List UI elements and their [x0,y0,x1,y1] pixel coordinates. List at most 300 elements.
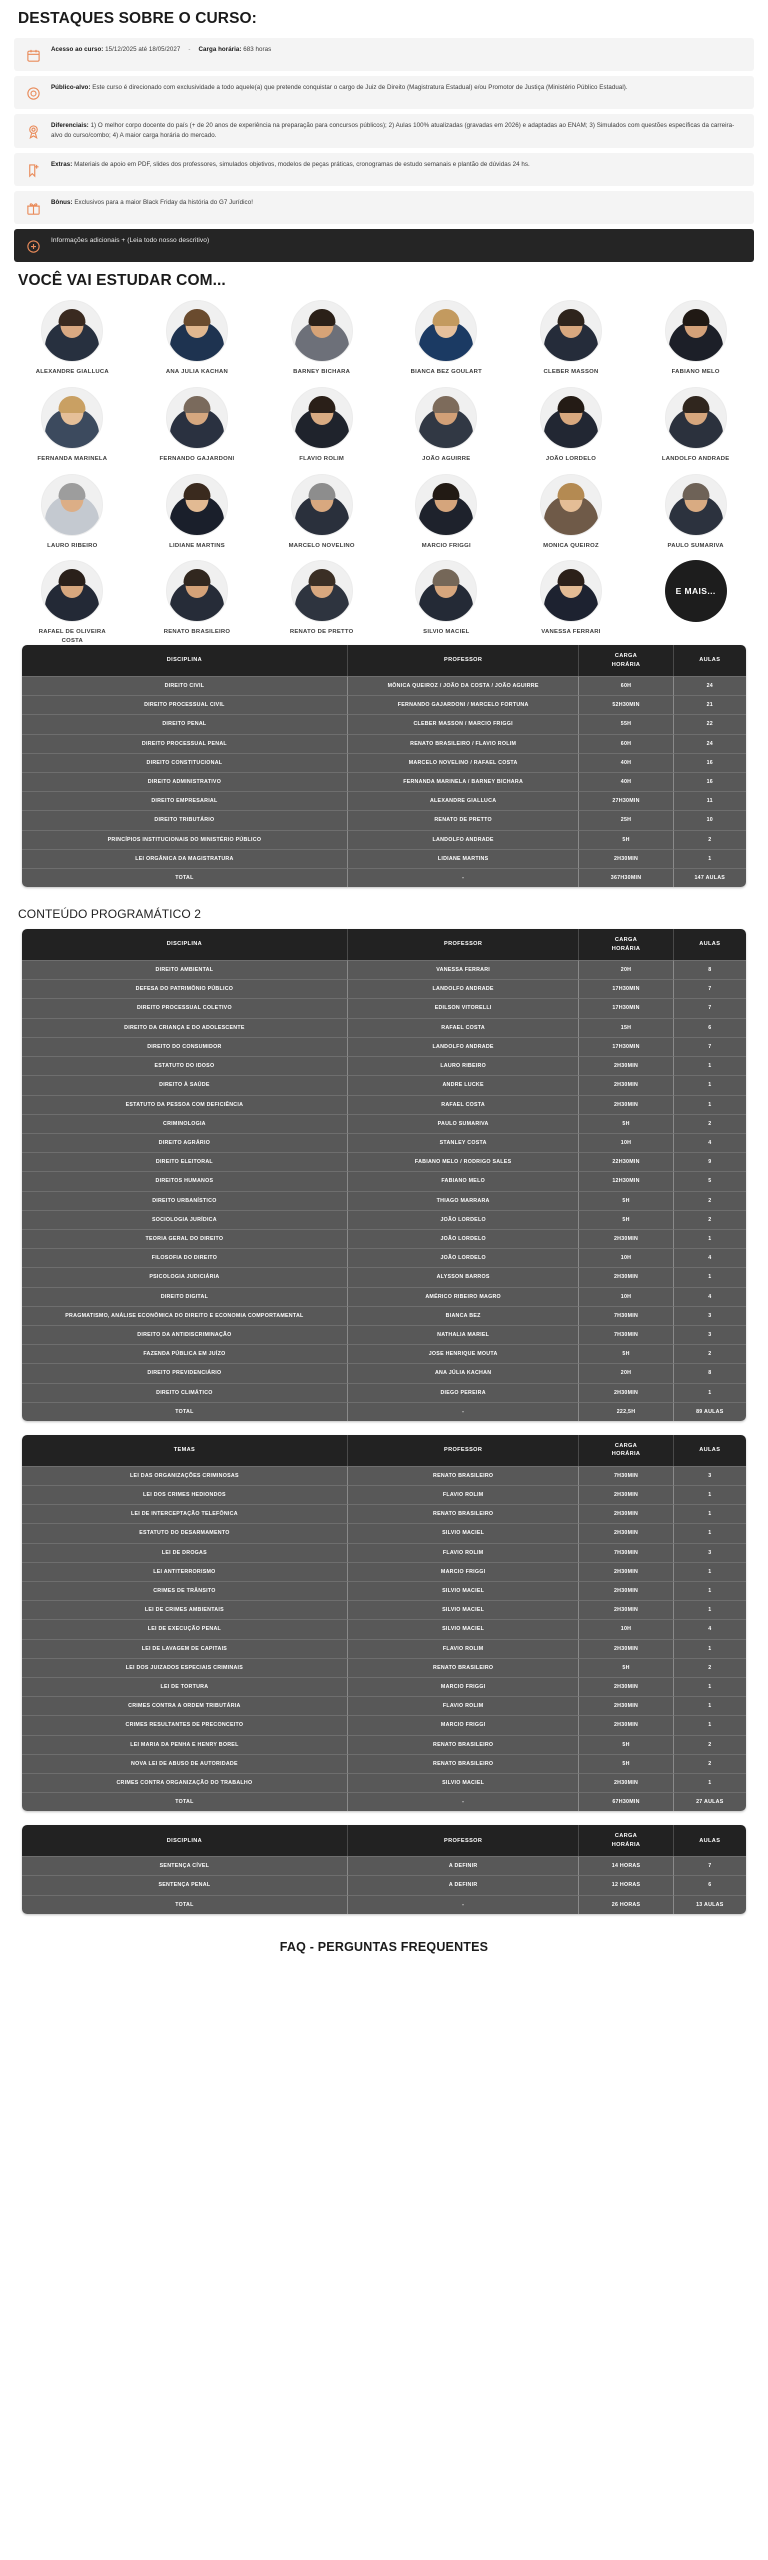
avatar [540,560,602,622]
table-cell: DIREITO AGRÁRIO [22,1133,348,1152]
table-cell: 8 [674,1363,746,1382]
table-row [22,849,746,868]
avatar [665,474,727,536]
table-cell: RAFAEL COSTA [348,1018,580,1037]
table-cell: 1 [674,1056,746,1075]
table-row [22,1056,746,1075]
column-header: CARGA HORÁRIA [579,645,673,676]
table-cell: 1 [674,1267,746,1286]
column-header: PROFESSOR [348,1825,580,1856]
column-header: CARGA HORÁRIA [579,1825,673,1856]
table-cell: 2 [674,1114,746,1133]
avatar [291,560,353,622]
table-cell: 52H30MIN [579,695,673,714]
table-cell: RENATO BRASILEIRO [348,1754,580,1773]
faculty-card [386,300,507,377]
table-total-cell: 367H30MIN [579,868,673,887]
table-cell: 7 [674,998,746,1017]
table-cell: A DEFINIR [348,1856,580,1875]
table-cell: SILVIO MACIEL [348,1773,580,1792]
faculty-card [137,560,258,645]
avatar [166,387,228,449]
table-cell: 11 [674,791,746,810]
faculty-name: FERNANDO GAJARDONI [159,456,235,463]
table-cell: 1 [674,1523,746,1542]
table-cell: DIREITO À SAÚDE [22,1075,348,1094]
highlight-row-target [14,76,754,109]
table-cell: SILVIO MACIEL [348,1523,580,1542]
column-header: AULAS [674,1435,746,1466]
table-cell: DIREITO TRIBUTÁRIO [22,810,348,829]
table-cell: 5H [579,1114,673,1133]
table-total-cell: - [348,1402,580,1421]
table-header-row [22,645,746,676]
table-cell: DIREITOS HUMANOS [22,1171,348,1190]
table-cell: FERNANDO GAJARDONI / MARCELO FORTUNA [348,695,580,714]
faculty-card [137,300,258,377]
avatar [291,474,353,536]
table-cell: CRIMES CONTRA ORGANIZAÇÃO DO TRABALHO [22,1773,348,1792]
bookmark-plus-icon [24,161,42,179]
table-cell: CRIMINOLOGIA [22,1114,348,1133]
table-cell: LEI DE DROGAS [22,1543,348,1562]
table-row [22,1466,746,1485]
faculty-name: FLAVIO ROLIM [299,456,345,463]
table-cell: STANLEY COSTA [348,1133,580,1152]
table-row [22,1715,746,1734]
table-row [22,1306,746,1325]
table-row [22,830,746,849]
faculty-name: RENATO BRASILEIRO [163,629,231,636]
table-cell: 16 [674,772,746,791]
table-cell: 4 [674,1619,746,1638]
table-row [22,1485,746,1504]
table-cell: 2H30MIN [579,1677,673,1696]
table-total-row [22,868,746,887]
table-row [22,1287,746,1306]
table-cell: CLEBER MASSON / MARCIO FRIGGI [348,714,580,733]
table-cell: NATHALIA MARIEL [348,1325,580,1344]
table-cell: DIREITO PREVIDENCIÁRIO [22,1363,348,1382]
table-cell: 7 [674,1037,746,1056]
table-cell: PRINCÍPIOS INSTITUCIONAIS DO MINISTÉRIO PÚBLICO [22,830,348,849]
table-cell: DIREITO CIVIL [22,676,348,695]
table-cell: 10H [579,1619,673,1638]
column-header: DISCIPLINA [22,1825,348,1856]
table-cell: 10H [579,1133,673,1152]
table-cell: FABIANO MELO / RODRIGO SALES [348,1152,580,1171]
table-cell: SILVIO MACIEL [348,1581,580,1600]
table-cell: DIREITO DA CRIANÇA E DO ADOLESCENTE [22,1018,348,1037]
table-cell: 7H30MIN [579,1306,673,1325]
faculty-card [137,474,258,551]
faculty-name: LIDIANE MARTINS [169,542,225,549]
table-cell: 4 [674,1133,746,1152]
table-row [22,772,746,791]
avatar [540,300,602,362]
table-row [22,734,746,753]
table-row [22,753,746,772]
table-cell: 17H30MIN [579,1037,673,1056]
table-cell: 1 [674,1715,746,1734]
table-cell: DIREITO DA ANTIDISCRIMINAÇÃO [22,1325,348,1344]
table-cell: 2 [674,830,746,849]
table-cell: 2 [674,1210,746,1229]
faculty-more-card[interactable] [635,560,756,645]
table-cell: SOCIOLOGIA JURÍDICA [22,1210,348,1229]
faculty-card [261,387,382,464]
column-header: AULAS [674,645,746,676]
table-cell: 2 [674,1191,746,1210]
table-cell: DIREITO PROCESSUAL COLETIVO [22,998,348,1017]
table-cell: LEI DAS ORGANIZAÇÕES CRIMINOSAS [22,1466,348,1485]
table-cell: MARCIO FRIGGI [348,1677,580,1696]
table-cell: FLAVIO ROLIM [348,1485,580,1504]
table-cell: RENATO BRASILEIRO [348,1735,580,1754]
table-cell: DIEGO PEREIRA [348,1383,580,1402]
highlight-row-bookmark-plus [14,153,754,186]
table-cell: FERNANDA MARINELA / BARNEY BICHARA [348,772,580,791]
table-cell: FLAVIO ROLIM [348,1696,580,1715]
table-cell: 1 [674,1581,746,1600]
table-cell: RENATO BRASILEIRO [348,1658,580,1677]
table-cell: DIREITO EMPRESARIAL [22,791,348,810]
table-header-row [22,1825,746,1856]
faculty-name: RENATO DE PRETTO [289,629,354,636]
table-cell: 1 [674,1075,746,1094]
table-cell: 1 [674,1677,746,1696]
table-cell: 27H30MIN [579,791,673,810]
highlight-text: Bônus: Exclusivos para a maior Black Friday da história do G7 Jurídico! [51,199,253,207]
avatar [41,300,103,362]
table-row [22,1754,746,1773]
faculty-name: MONICA QUEIROZ [543,542,599,549]
faculty-name: CLEBER MASSON [543,369,599,376]
table-cell: 3 [674,1543,746,1562]
table-cell: LAURO RIBEIRO [348,1056,580,1075]
table-cell: LEI ORGÂNICA DA MAGISTRATURA [22,849,348,868]
table-cell: 10H [579,1248,673,1267]
target-icon [24,84,42,102]
table-cell: 5H [579,1344,673,1363]
faculty-section-title: VOCÊ VAI ESTUDAR COM... [18,272,226,290]
highlights-list [14,38,754,262]
table-cell: DIREITO AMBIENTAL [22,960,348,979]
table-cell: LEI DE TORTURA [22,1677,348,1696]
table-cell: AMÉRICO RIBEIRO MAGRO [348,1287,580,1306]
table-cell: DIREITO CLIMÁTICO [22,1383,348,1402]
table-cell: JOÃO LORDELO [348,1210,580,1229]
table-row [22,1095,746,1114]
highlight-text: Diferenciais: 1) O melhor corpo docente do país (+ de 20 anos de experiência na preparação para concursos públicos); 2) Aulas 100% atualizadas (gravadas em 2026) e adaptadas ao ENAM; 3) Simulados com questões específicas da carreira-alvo do curso/combo; 4) A maior carga horária do mercado. [51,122,735,140]
table-row [22,1773,746,1792]
table-cell: MARCELO NOVELINO / RAFAEL COSTA [348,753,580,772]
table-row [22,1325,746,1344]
avatar [415,387,477,449]
table-total-row [22,1792,746,1811]
table-cell: FILOSOFIA DO DIREITO [22,1248,348,1267]
table-row [22,979,746,998]
table-cell: 1 [674,1639,746,1658]
highlight-text: Informações adicionais + (Leia todo nosso descritivo) [51,237,210,245]
table-row [22,1639,746,1658]
table-cell: DIREITO URBANÍSTICO [22,1191,348,1210]
table-cell: 55H [579,714,673,733]
table-row [22,676,746,695]
table-cell: LEI DE EXECUÇÃO PENAL [22,1619,348,1638]
table-cell: 20H [579,960,673,979]
avatar [166,560,228,622]
faculty-name: FABIANO MELO [671,369,720,376]
table-row [22,1504,746,1523]
faculty-name: MARCIO FRIGGI [421,542,471,549]
table-cell: DEFESA DO PATRIMÔNIO PÚBLICO [22,979,348,998]
table-cell: 5 [674,1171,746,1190]
table-cell: 4 [674,1248,746,1267]
table-total-cell: 27 AULAS [674,1792,746,1811]
table-total-row [22,1402,746,1421]
table-row [22,810,746,829]
table-cell: THIAGO MARRARA [348,1191,580,1210]
table-row [22,998,746,1017]
table-cell: MÔNICA QUEIROZ / JOÃO DA COSTA / JOÃO AGUIRRE [348,676,580,695]
faculty-name: LAURO RIBEIRO [47,542,98,549]
table-cell: 25H [579,810,673,829]
table-cell: PAULO SUMARIVA [348,1114,580,1133]
table-row [22,1152,746,1171]
faculty-card [261,474,382,551]
faculty-name: JOÃO LORDELO [545,456,597,463]
table-cell: ESTATUTO DA PESSOA COM DEFICIÊNCIA [22,1095,348,1114]
table-cell: 17H30MIN [579,979,673,998]
table-cell: 20H [579,1363,673,1382]
table-cell: 10H [579,1287,673,1306]
plus-circle-icon [24,237,42,255]
faculty-name: RAFAEL DE OLIVEIRA COSTA [38,629,106,644]
table-cell: 21 [674,695,746,714]
faculty-card [511,387,632,464]
table-cell: 24 [674,734,746,753]
table-cell: 1 [674,1383,746,1402]
faculty-card [261,300,382,377]
table-cell: ESTATUTO DO DESARMAMENTO [22,1523,348,1542]
table-row [22,1114,746,1133]
column-header: AULAS [674,929,746,960]
avatar [415,300,477,362]
table-cell: LEI MARIA DA PENHA E HENRY BOREL [22,1735,348,1754]
table-row [22,1171,746,1190]
table-cell: DIREITO DIGITAL [22,1287,348,1306]
table-wrapper [22,645,746,887]
table-cell: LEI DE LAVAGEM DE CAPITAIS [22,1639,348,1658]
table-cell: 2H30MIN [579,1485,673,1504]
table-cell: DIREITO CONSTITUCIONAL [22,753,348,772]
avatar [291,387,353,449]
table-wrapper [22,929,746,1421]
faculty-name: BIANCA BEZ GOULART [410,369,482,376]
curriculum-table [22,1825,746,1913]
table-row [22,1856,746,1875]
table-cell: SENTENÇA PENAL [22,1875,348,1894]
table-cell: SILVIO MACIEL [348,1600,580,1619]
table-cell: 22H30MIN [579,1152,673,1171]
table-cell: LEI DE CRIMES AMBIENTAIS [22,1600,348,1619]
table-cell: 2H30MIN [579,1562,673,1581]
table-cell: 3 [674,1306,746,1325]
table-cell: MARCIO FRIGGI [348,1562,580,1581]
highlight-row-calendar [14,38,754,71]
faculty-name: ALEXANDRE GIALLUCA [35,369,109,376]
table-cell: 7 [674,979,746,998]
avatar [665,387,727,449]
column-header: DISCIPLINA [22,645,348,676]
table-cell: 7H30MIN [579,1325,673,1344]
medal-icon [24,122,42,140]
calendar-icon [24,46,42,64]
table-row [22,1735,746,1754]
table-cell: 3 [674,1466,746,1485]
faculty-card [635,387,756,464]
table-cell: 9 [674,1152,746,1171]
column-header: AULAS [674,1825,746,1856]
table-cell: 1 [674,849,746,868]
table-cell: 2H30MIN [579,1581,673,1600]
table-row [22,960,746,979]
table-row [22,1562,746,1581]
table-cell: 7 [674,1856,746,1875]
faculty-card [261,560,382,645]
table-total-cell: - [348,1792,580,1811]
table-row [22,714,746,733]
table-cell: 2H30MIN [579,1639,673,1658]
faculty-card [12,560,133,645]
table-cell: 2H30MIN [579,1383,673,1402]
table-cell: 5H [579,1754,673,1773]
table-cell: DIREITO PROCESSUAL CIVIL [22,695,348,714]
table-cell: 4 [674,1287,746,1306]
table-cell: 1 [674,1773,746,1792]
table-cell: 2H30MIN [579,1056,673,1075]
table-cell: NOVA LEI DE ABUSO DE AUTORIDADE [22,1754,348,1773]
table-cell: DIREITO DO CONSUMIDOR [22,1037,348,1056]
column-header: PROFESSOR [348,1435,580,1466]
table-total-cell: 67H30MIN [579,1792,673,1811]
table-cell: DIREITO PROCESSUAL PENAL [22,734,348,753]
avatar [415,474,477,536]
table-cell: EDILSON VITORELLI [348,998,580,1017]
highlight-row-medal [14,114,754,148]
table-cell: 7H30MIN [579,1543,673,1562]
table-header-row [22,1435,746,1466]
table-cell: 2H30MIN [579,1523,673,1542]
table-wrapper [22,1435,746,1811]
highlight-row-plus-circle[interactable] [14,229,754,262]
table-total-cell: 13 AULAS [674,1895,746,1914]
table-total-cell: TOTAL [22,1895,348,1914]
table-cell: PRAGMATISMO, ANÁLISE ECONÔMICA DO DIREITO E ECONOMIA COMPORTAMENTAL [22,1306,348,1325]
table-cell: 1 [674,1095,746,1114]
table-row [22,1696,746,1715]
table-cell: RAFAEL COSTA [348,1095,580,1114]
table-total-cell: 26 HORAS [579,1895,673,1914]
table-cell: PSICOLOGIA JUDICIÁRIA [22,1267,348,1286]
avatar [415,560,477,622]
table-cell: RENATO BRASILEIRO / FLAVIO ROLIM [348,734,580,753]
table-cell: ALYSSON BARROS [348,1267,580,1286]
table-cell: 2 [674,1754,746,1773]
table-cell: 2H30MIN [579,1095,673,1114]
table-total-cell: TOTAL [22,1402,348,1421]
table-total-cell: TOTAL [22,1792,348,1811]
table-cell: 2H30MIN [579,1229,673,1248]
table-row [22,1658,746,1677]
table-cell: ANDRE LUCKE [348,1075,580,1094]
table-cell: 1 [674,1485,746,1504]
table-cell: FABIANO MELO [348,1171,580,1190]
table-cell: 12 HORAS [579,1875,673,1894]
avatar [540,474,602,536]
table-cell: 6 [674,1018,746,1037]
table-row [22,1133,746,1152]
table-row [22,1229,746,1248]
faculty-name: FERNANDA MARINELA [37,456,108,463]
curriculum-table [22,1435,746,1811]
table-cell: 2 [674,1344,746,1363]
table-total-cell: TOTAL [22,868,348,887]
table-cell: 40H [579,772,673,791]
table-cell: 15H [579,1018,673,1037]
table-row [22,1600,746,1619]
avatar [540,387,602,449]
table-row [22,1018,746,1037]
table-row [22,791,746,810]
table-cell: FAZENDA PÚBLICA EM JUÍZO [22,1344,348,1363]
table-total-cell: 89 AULAS [674,1402,746,1421]
table-cell: 40H [579,753,673,772]
table-wrapper [22,1825,746,1913]
column-header: TEMAS [22,1435,348,1466]
table-cell: 2 [674,1658,746,1677]
table-cell: CRIMES RESULTANTES DE PRECONCEITO [22,1715,348,1734]
table-cell: 2H30MIN [579,1075,673,1094]
table-cell: 2H30MIN [579,1504,673,1523]
table-cell: LEI DOS CRIMES HEDIONDOS [22,1485,348,1504]
table-cell: RENATO BRASILEIRO [348,1466,580,1485]
avatar [166,300,228,362]
gift-icon [24,199,42,217]
table-cell: BIANCA BEZ [348,1306,580,1325]
table-cell: 2H30MIN [579,1267,673,1286]
faculty-name: SILVIO MACIEL [423,629,470,636]
table-row [22,1619,746,1638]
table-row [22,1210,746,1229]
faculty-grid [12,300,756,645]
faculty-name: JOÃO AGUIRRE [422,456,471,463]
avatar [166,474,228,536]
table-total-cell: - [348,1895,580,1914]
highlight-text: Público-alvo: Este curso é direcionado com exclusividade a todo aquele(a) que pretende conquistar o cargo de Juiz de Direito (Magistratura Estadual) e/ou Promotor de Justiça (Ministério Público Estadual). [51,84,628,91]
table-cell: FLAVIO ROLIM [348,1543,580,1562]
column-header: DISCIPLINA [22,929,348,960]
faculty-card [386,474,507,551]
table-cell: 2H30MIN [579,1773,673,1792]
avatar [291,300,353,362]
faculty-card [511,560,632,645]
table-cell: DIREITO ELEITORAL [22,1152,348,1171]
curriculum-table [22,645,746,887]
table-total-cell: 222,5H [579,1402,673,1421]
faculty-card [635,474,756,551]
